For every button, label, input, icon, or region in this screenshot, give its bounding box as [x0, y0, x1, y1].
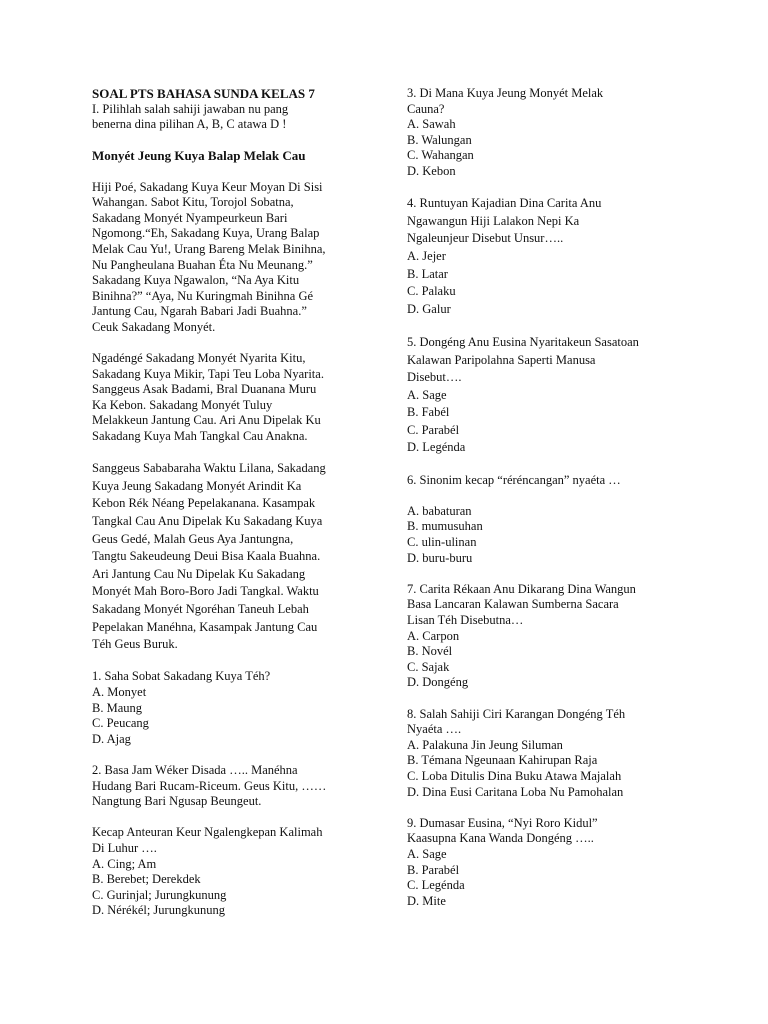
story-paragraph-1	[92, 180, 372, 336]
answer-option: A. babaturan	[407, 503, 472, 518]
question-7	[407, 582, 697, 691]
answer-option: C. Palaku	[407, 284, 456, 299]
answer-option: C. Wahangan	[407, 148, 474, 163]
answer-option: A. Palakuna Jin Jeung Siluman	[407, 737, 563, 752]
question-text: 6. Sinonim kecap “réréncangan” nyaéta …	[407, 472, 621, 487]
left-column	[92, 86, 372, 919]
question-2-followup	[92, 825, 372, 919]
answer-option: B. Maung	[92, 700, 142, 715]
question-4	[407, 195, 697, 318]
question-text: Di Luhur ….	[92, 840, 157, 855]
story-line: Kebon Rék Néang Pepelakanana. Kasampak	[92, 496, 316, 511]
story-line: Binihna?” “Aya, Nu Kuringmah Binihna Gé	[92, 288, 314, 303]
answer-option: A. Jejer	[407, 248, 446, 263]
question-9	[407, 816, 697, 910]
answer-option: B. Témana Ngeunaan Kahirupan Raja	[407, 753, 598, 768]
question-text: Ngawangun Hiji Lalakon Nepi Ka	[407, 213, 580, 228]
story-line: Melak Cau Yu!, Urang Bareng Melak Binihna,	[92, 241, 326, 256]
answer-option: A. Sawah	[407, 117, 456, 132]
answer-option: C. Loba Ditulis Dina Buku Atawa Majalah	[407, 768, 622, 783]
story-line: Tangkal Cau Anu Dipelak Ku Sakadang Kuya	[92, 514, 323, 529]
instruction-line: I. Pilihlah salah sahiji jawaban nu pang	[92, 101, 289, 116]
answer-option: B. Latar	[407, 266, 448, 281]
question-text: 7. Carita Rékaan Anu Dikarang Dina Wangun	[407, 581, 636, 596]
story-line: Sakadang Monyét Nyampeurkeun Bari	[92, 210, 288, 225]
story-line: Nu Pangheulana Buahan Éta Nu Meunang.”	[92, 257, 313, 272]
page-title: SOAL PTS BAHASA SUNDA KELAS 7	[92, 86, 315, 101]
answer-option: A. Sage	[407, 387, 447, 402]
question-text: Ngaleunjeur Disebut Unsur…..	[407, 231, 564, 246]
answer-option: B. Berebet; Derekdek	[92, 872, 201, 887]
answer-option: D. Nérékél; Jurungkunung	[92, 903, 225, 918]
story-line: Ka Kebon. Sakadang Monyét Tuluy	[92, 397, 273, 412]
question-1	[92, 669, 372, 747]
question-5	[407, 334, 697, 457]
question-text: Hudang Bari Rucam-Riceum. Geus Kitu, ……	[92, 778, 327, 793]
answer-option: C. Peucang	[92, 716, 149, 731]
question-text: 9. Dumasar Eusina, “Nyi Roro Kidul”	[407, 815, 598, 830]
question-text: 1. Saha Sobat Sakadang Kuya Téh?	[92, 669, 271, 684]
story-line: Pepelakan Manéhna, Kasampak Jantung Cau	[92, 619, 318, 634]
question-2	[92, 763, 372, 810]
question-text: Nyaéta ….	[407, 722, 462, 737]
answer-option: A. Monyet	[92, 684, 147, 699]
story-line: Ari Jantung Cau Nu Dipelak Ku Sakadang	[92, 566, 306, 581]
question-text: 3. Di Mana Kuya Jeung Monyét Melak	[407, 86, 604, 100]
story-line: Tangtu Sakeudeung Deui Bisa Kaala Buahna.	[92, 549, 321, 564]
answer-option: B. Walungan	[407, 132, 472, 147]
answer-option: C. ulin-ulinan	[407, 535, 477, 550]
answer-option: A. Sage	[407, 846, 447, 861]
right-column	[407, 86, 697, 909]
story-line: Melakkeun Jantung Cau. Ari Anu Dipelak Ku	[92, 413, 321, 428]
answer-option: D. Dongéng	[407, 675, 469, 690]
story-line: Sakadang Kuya Mah Tangkal Cau Anakna.	[92, 429, 308, 444]
question-text: Disebut….	[407, 370, 462, 385]
question-8	[407, 707, 697, 801]
question-text: Kaasupna Kana Wanda Dongéng …..	[407, 831, 594, 846]
question-text: 5. Dongéng Anu Eusina Nyaritakeun Sasatoan	[407, 334, 639, 349]
story-line: Hiji Poé, Sakadang Kuya Keur Moyan Di Sisi	[92, 179, 323, 194]
answer-option: C. Legénda	[407, 878, 465, 893]
question-text: Lisan Téh Disebutna…	[407, 613, 524, 627]
story-line: Geus Gedé, Malah Geus Aya Jantungna,	[92, 531, 294, 546]
answer-option: C. Gurinjal; Jurungkunung	[92, 887, 227, 902]
story-line: Sanggeus Sababaraha Waktu Lilana, Sakadang	[92, 461, 326, 476]
story-line: Ngadéngé Sakadang Monyét Nyarita Kitu,	[92, 351, 306, 366]
story-line: Téh Geus Buruk.	[92, 637, 178, 652]
story-line: Ceuk Sakadang Monyét.	[92, 319, 216, 334]
answer-option: D. Mite	[407, 893, 446, 908]
answer-option: D. Kebon	[407, 163, 456, 178]
story-line: Kuya Jeung Sakadang Monyét Arindit Ka	[92, 478, 302, 493]
answer-option: B. Parabél	[407, 862, 460, 877]
answer-option: A. Cing; Am	[92, 856, 157, 871]
answer-option: B. Fabél	[407, 405, 450, 420]
question-3	[407, 86, 697, 180]
answer-option: D. Legénda	[407, 440, 466, 455]
answer-option: D. Ajag	[92, 731, 131, 746]
question-text: Cauna?	[407, 101, 445, 116]
question-text: 2. Basa Jam Wéker Disada ….. Manéhna	[92, 762, 298, 777]
question-text: 8. Salah Sahiji Ciri Karangan Dongéng Téh	[407, 706, 626, 721]
answer-option: D. buru-buru	[407, 550, 473, 565]
story-line: Monyét Mah Boro-Boro Jadi Tangkal. Waktu	[92, 584, 319, 599]
story-line: Sakadang Kuya Mikir, Tapi Teu Loba Nyarita.	[92, 366, 324, 381]
question-6	[407, 473, 697, 567]
answer-option: C. Parabél	[407, 422, 460, 437]
question-text: Basa Lancaran Kalawan Sumberna Sacara	[407, 597, 619, 612]
answer-option: D. Dina Eusi Caritana Loba Nu Pamohalan	[407, 784, 624, 799]
answer-option: C. Sajak	[407, 659, 450, 674]
story-line: Sakadang Monyét Ngoréhan Taneuh Lebah	[92, 602, 309, 616]
answer-option: B. Novél	[407, 644, 453, 659]
question-text: 4. Runtuyan Kajadian Dina Carita Anu	[407, 196, 602, 211]
question-text: Kalawan Paripolahna Saperti Manusa	[407, 352, 596, 367]
answer-option: D. Galur	[407, 301, 451, 316]
story-line: Wahangan. Sabot Kitu, Torojol Sobatna,	[92, 195, 294, 210]
story-line: Ngomong.“Eh, Sakadang Kuya, Urang Balap	[92, 226, 320, 241]
story-line: Jantung Cau, Ngarah Babari Jadi Buahna.”	[92, 304, 307, 319]
answer-option: A. Carpon	[407, 628, 460, 643]
question-text: Nangtung Bari Ngusap Beungeut.	[92, 794, 262, 809]
story-paragraph-3	[92, 460, 372, 654]
story-line: Sanggeus Asak Badami, Bral Duanana Muru	[92, 382, 317, 397]
story-line: Sakadang Kuya Ngawalon, “Na Aya Kitu	[92, 273, 300, 288]
story-title: Monyét Jeung Kuya Balap Melak Cau	[92, 148, 306, 164]
instruction-line: benerna dina pilihan A, B, C atawa D !	[92, 117, 287, 132]
question-text: Kecap Anteuran Keur Ngalengkepan Kalimah	[92, 825, 323, 840]
answer-option: B. mumusuhan	[407, 519, 483, 534]
story-paragraph-2	[92, 351, 372, 445]
